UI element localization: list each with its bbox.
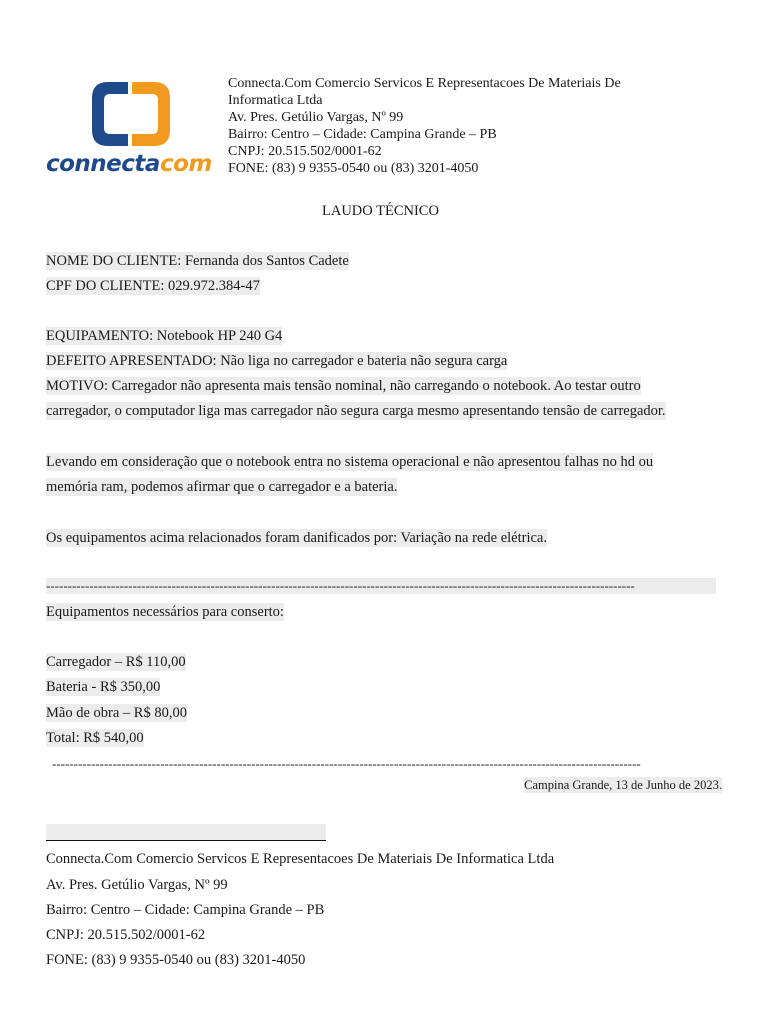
client-name: NOME DO CLIENTE: Fernanda dos Santos Cadete <box>46 253 349 269</box>
parts-header: Equipamentos necessários para conserto: <box>46 604 284 620</box>
report-title: LAUDO TÉCNICO <box>322 203 439 219</box>
company-logo <box>46 78 218 180</box>
reason-line2: carregador, o computador liga mas carregador não segura carga mesmo apresentando tensão de carregador. <box>46 403 666 419</box>
company-cnpj: CNPJ: 20.515.502/0001-62 <box>228 144 382 159</box>
company-name-line2: Informatica Ltda <box>228 93 323 108</box>
footer-company-name: Connecta.Com Comercio Servicos E Representacoes De Materiais De Informatica Ltda <box>46 851 555 867</box>
company-header <box>228 75 621 177</box>
damage-cause: Os equipamentos acima relacionados foram danificados por: Variação na rede elétrica. <box>46 530 547 546</box>
analysis-line1: Levando em consideração que o notebook entra no sistema operacional e não apresentou falhas no hd ou <box>46 454 654 470</box>
client-cpf: CPF DO CLIENTE: 029.972.384-47 <box>46 278 260 294</box>
footer-address: Av. Pres. Getúlio Vargas, Nº 99 <box>46 877 228 893</box>
logo-text: connectacom <box>46 151 212 177</box>
equipment: EQUIPAMENTO: Notebook HP 240 G4 <box>46 328 283 344</box>
signature-line <box>46 824 326 841</box>
item-charger: Carregador – R$ 110,00 <box>46 654 186 670</box>
separator-bottom: ---------------------------------------------------------------------------------------------------------------------------------------- <box>52 756 641 771</box>
footer-phone: FONE: (83) 9 9355-0540 ou (83) 3201-4050 <box>46 952 306 968</box>
total: Total: R$ 540,00 <box>46 730 144 746</box>
reason-line1: MOTIVO: Carregador não apresenta mais tensão nominal, não carregando o notebook. Ao testar outro <box>46 378 641 394</box>
separator-top: ---------------------------------------------------------------------------------------------------------------------------------------- <box>46 578 716 594</box>
company-district: Bairro: Centro – Cidade: Campina Grande – PB <box>228 127 497 142</box>
footer-cnpj: CNPJ: 20.515.502/0001-62 <box>46 927 206 943</box>
company-address: Av. Pres. Getúlio Vargas, Nº 99 <box>228 110 404 125</box>
company-name-line1: Connecta.Com Comercio Servicos E Representacoes De Materiais De <box>228 76 621 91</box>
analysis-line2: memória ram, podemos afirmar que o carregador e a bateria. <box>46 479 398 495</box>
item-labor: Mão de obra – R$ 80,00 <box>46 705 187 721</box>
company-phone: FONE: (83) 9 9355-0540 ou (83) 3201-4050 <box>228 161 479 176</box>
date-place: Campina Grande, 13 de Junho de 2023. <box>524 778 722 792</box>
footer-district: Bairro: Centro – Cidade: Campina Grande – PB <box>46 902 325 918</box>
item-battery: Bateria - R$ 350,00 <box>46 679 161 695</box>
defect: DEFEITO APRESENTADO: Não liga no carregador e bateria não segura carga <box>46 353 508 369</box>
